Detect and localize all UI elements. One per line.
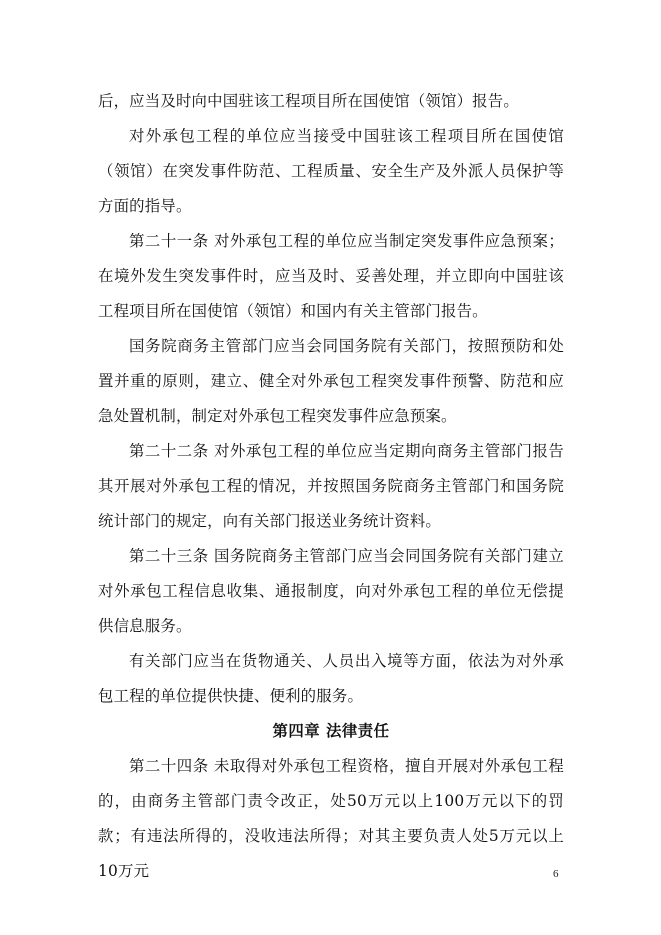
chapter-heading: 第四章 法律责任 <box>272 722 390 740</box>
page-number: 6 <box>553 868 559 880</box>
paragraph: 国务院商务主管部门应当会同国务院有关部门，按照预防和处置并重的原则，建立、健全对外承包工程突发事件预警、防范和应急处置机制，制定对外承包工程突发事件应急预案。 <box>98 337 564 425</box>
body-text <box>98 84 564 889</box>
article-24: 第二十四条 未取得对外承包工程资格，擅自开展对外承包工程的，由商务主管部门责令改正，处50万元以上100万元以下的罚款；有违法所得的，没收违法所得；对其主要负责人处5万元以上10万元 <box>98 757 564 880</box>
paragraph: 对外承包工程的单位应当接受中国驻该工程项目所在国使馆（领馆）在突发事件防范、工程质量、安全生产及外派人员保护等方面的指导。 <box>98 127 564 215</box>
article-23: 第二十三条 国务院商务主管部门应当会同国务院有关部门建立对外承包工程信息收集、通报制度，向对外承包工程的单位无偿提供信息服务。 <box>98 547 564 635</box>
article-22: 第二十二条 对外承包工程的单位应当定期向商务主管部门报告其开展对外承包工程的情况，并按照国务院商务主管部门和国务院统计部门的规定，向有关部门报送业务统计资料。 <box>98 442 564 530</box>
article-21: 第二十一条 对外承包工程的单位应当制定突发事件应急预案；在境外发生突发事件时，应当及时、妥善处理，并立即向中国驻该工程项目所在国使馆（领馆）和国内有关主管部门报告。 <box>98 232 564 320</box>
paragraph-continuation: 后，应当及时向中国驻该工程项目所在国使馆（领馆）报告。 <box>98 92 519 110</box>
paragraph: 有关部门应当在货物通关、人员出入境等方面，依法为对外承包工程的单位提供快捷、便利的服务。 <box>98 652 564 705</box>
